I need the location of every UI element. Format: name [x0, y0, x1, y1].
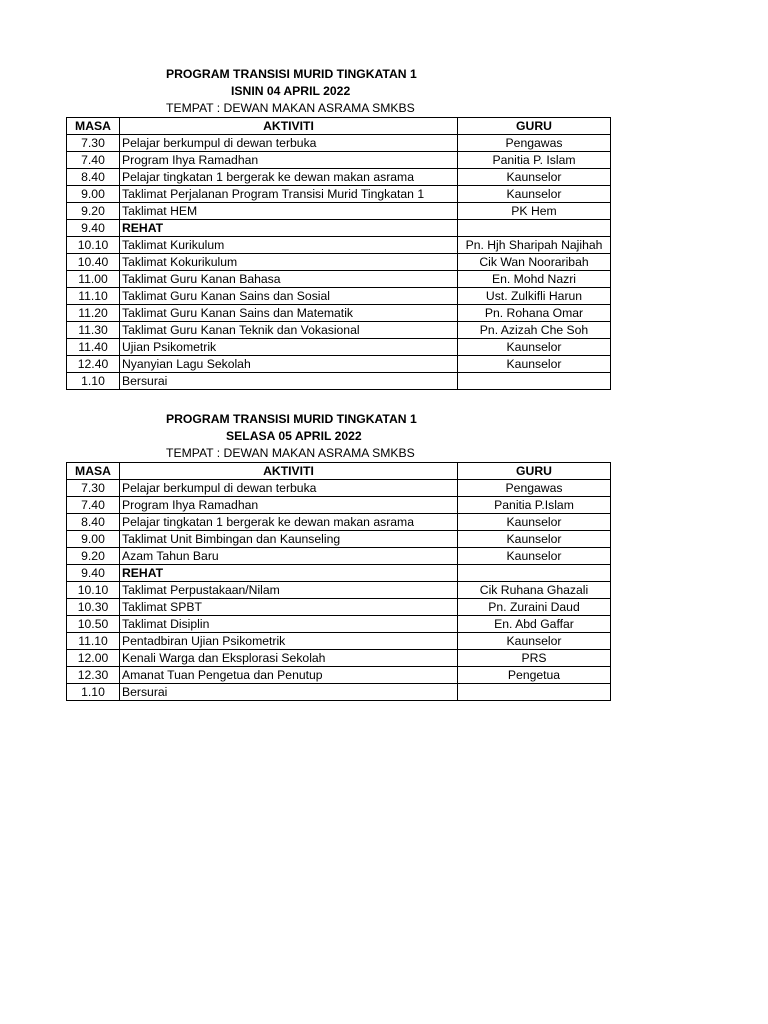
cell-masa: 10.40: [67, 254, 120, 271]
cell-masa: 9.00: [67, 531, 120, 548]
cell-masa: 10.30: [67, 599, 120, 616]
table-row: [67, 271, 611, 288]
cell-guru: Kaunselor: [458, 548, 611, 565]
cell-aktiviti: Taklimat HEM: [120, 203, 458, 220]
section-date-row: [66, 428, 610, 445]
cell-guru: Kaunselor: [458, 356, 611, 373]
cell-masa: 11.40: [67, 339, 120, 356]
cell-guru: Pn. Zuraini Daud: [458, 599, 611, 616]
cell-guru: Pengawas: [458, 480, 611, 497]
cell-guru: [458, 684, 611, 701]
table-row: [67, 480, 611, 497]
cell-guru: Kaunselor: [458, 531, 611, 548]
cell-aktiviti: Nyanyian Lagu Sekolah: [120, 356, 458, 373]
cell-aktiviti: Ujian Psikometrik: [120, 339, 458, 356]
cell-guru: Kaunselor: [458, 633, 611, 650]
table-row: [67, 565, 611, 582]
cell-masa: 11.00: [67, 271, 120, 288]
cell-guru: Pn. Azizah Che Soh: [458, 322, 611, 339]
cell-aktiviti: Kenali Warga dan Eksplorasi Sekolah: [120, 650, 458, 667]
cell-aktiviti: Taklimat Kokurikulum: [120, 254, 458, 271]
table-row: [67, 497, 611, 514]
cell-guru: Kaunselor: [458, 169, 611, 186]
section-title: PROGRAM TRANSISI MURID TINGKATAN 1: [166, 67, 417, 81]
section-venue-row: [66, 445, 610, 462]
section-title-row: [66, 66, 610, 83]
cell-masa: 12.00: [67, 650, 120, 667]
cell-masa: 7.30: [67, 480, 120, 497]
cell-masa: 7.30: [67, 135, 120, 152]
table-row: [67, 169, 611, 186]
cell-masa: 10.10: [67, 237, 120, 254]
schedule-table: [66, 117, 611, 390]
cell-masa: 8.40: [67, 169, 120, 186]
cell-guru: Panitia P. Islam: [458, 152, 611, 169]
header-guru: GURU: [458, 463, 611, 480]
cell-guru: [458, 565, 611, 582]
header-guru: GURU: [458, 118, 611, 135]
cell-masa: 11.30: [67, 322, 120, 339]
section-venue-row: [66, 100, 610, 117]
cell-aktiviti: Pelajar tingkatan 1 bergerak ke dewan makan asrama: [120, 514, 458, 531]
cell-masa: 7.40: [67, 152, 120, 169]
cell-masa: 9.20: [67, 548, 120, 565]
table-row: [67, 548, 611, 565]
table-row: [67, 599, 611, 616]
section-date-row: [66, 83, 610, 100]
cell-aktiviti: Taklimat SPBT: [120, 599, 458, 616]
cell-aktiviti: Bersurai: [120, 684, 458, 701]
schedule-table: [66, 462, 611, 701]
table-row: [67, 220, 611, 237]
table-row: [67, 339, 611, 356]
cell-guru: Cik Ruhana Ghazali: [458, 582, 611, 599]
cell-aktiviti: Taklimat Unit Bimbingan dan Kaunseling: [120, 531, 458, 548]
cell-aktiviti: Taklimat Kurikulum: [120, 237, 458, 254]
cell-aktiviti: REHAT: [120, 565, 458, 582]
cell-guru: Ust. Zulkifli Harun: [458, 288, 611, 305]
cell-aktiviti: Taklimat Guru Kanan Teknik dan Vokasional: [120, 322, 458, 339]
table-row: [67, 322, 611, 339]
cell-aktiviti: Taklimat Guru Kanan Bahasa: [120, 271, 458, 288]
cell-aktiviti: Program Ihya Ramadhan: [120, 497, 458, 514]
cell-masa: 10.10: [67, 582, 120, 599]
cell-aktiviti: Taklimat Perpustakaan/Nilam: [120, 582, 458, 599]
table-row: [67, 514, 611, 531]
table-row: [67, 373, 611, 390]
cell-guru: PK Hem: [458, 203, 611, 220]
cell-guru: Kaunselor: [458, 339, 611, 356]
header-masa: MASA: [67, 118, 120, 135]
table-row: [67, 633, 611, 650]
table-row: [67, 531, 611, 548]
cell-aktiviti: Taklimat Disiplin: [120, 616, 458, 633]
table-row: [67, 186, 611, 203]
cell-masa: 1.10: [67, 373, 120, 390]
cell-masa: 9.40: [67, 565, 120, 582]
cell-masa: 1.10: [67, 684, 120, 701]
cell-aktiviti: Pelajar berkumpul di dewan terbuka: [120, 135, 458, 152]
cell-masa: 11.10: [67, 288, 120, 305]
schedule-section-selasa: [66, 411, 610, 701]
table-row: [67, 356, 611, 373]
header-aktiviti: AKTIVITI: [120, 118, 458, 135]
section-venue: TEMPAT : DEWAN MAKAN ASRAMA SMKBS: [166, 101, 415, 115]
cell-guru: Cik Wan Nooraribah: [458, 254, 611, 271]
section-date: SELASA 05 APRIL 2022: [226, 429, 362, 443]
cell-guru: PRS: [458, 650, 611, 667]
cell-masa: 11.10: [67, 633, 120, 650]
cell-aktiviti: Pentadbiran Ujian Psikometrik: [120, 633, 458, 650]
table-row: [67, 203, 611, 220]
cell-guru: Pn. Rohana Omar: [458, 305, 611, 322]
table-row: [67, 288, 611, 305]
cell-guru: Pn. Hjh Sharipah Najihah: [458, 237, 611, 254]
cell-aktiviti: Pelajar tingkatan 1 bergerak ke dewan makan asrama: [120, 169, 458, 186]
cell-masa: 9.20: [67, 203, 120, 220]
table-row: [67, 582, 611, 599]
cell-aktiviti: Program Ihya Ramadhan: [120, 152, 458, 169]
table-row: [67, 616, 611, 633]
table-header-row: [67, 463, 611, 480]
cell-masa: 8.40: [67, 514, 120, 531]
table-body: [67, 135, 611, 390]
cell-guru: [458, 373, 611, 390]
cell-aktiviti: REHAT: [120, 220, 458, 237]
cell-aktiviti: Pelajar berkumpul di dewan terbuka: [120, 480, 458, 497]
section-title: PROGRAM TRANSISI MURID TINGKATAN 1: [166, 412, 417, 426]
table-row: [67, 684, 611, 701]
section-title-row: [66, 411, 610, 428]
table-row: [67, 254, 611, 271]
table-row: [67, 237, 611, 254]
section-date: ISNIN 04 APRIL 2022: [231, 84, 351, 98]
cell-aktiviti: Taklimat Guru Kanan Sains dan Sosial: [120, 288, 458, 305]
cell-guru: En. Mohd Nazri: [458, 271, 611, 288]
table-body: [67, 480, 611, 701]
table-row: [67, 650, 611, 667]
cell-guru: Kaunselor: [458, 186, 611, 203]
table-row: [67, 135, 611, 152]
cell-masa: 7.40: [67, 497, 120, 514]
cell-guru: Kaunselor: [458, 514, 611, 531]
header-masa: MASA: [67, 463, 120, 480]
schedule-section-isnin: [66, 66, 610, 390]
header-aktiviti: AKTIVITI: [120, 463, 458, 480]
cell-masa: 9.40: [67, 220, 120, 237]
cell-guru: En. Abd Gaffar: [458, 616, 611, 633]
table-row: [67, 152, 611, 169]
cell-aktiviti: Taklimat Guru Kanan Sains dan Matematik: [120, 305, 458, 322]
cell-guru: [458, 220, 611, 237]
cell-masa: 11.20: [67, 305, 120, 322]
cell-masa: 9.00: [67, 186, 120, 203]
cell-guru: Pengawas: [458, 135, 611, 152]
table-row: [67, 305, 611, 322]
table-row: [67, 667, 611, 684]
cell-aktiviti: Azam Tahun Baru: [120, 548, 458, 565]
cell-masa: 12.30: [67, 667, 120, 684]
cell-guru: Panitia P.Islam: [458, 497, 611, 514]
cell-guru: Pengetua: [458, 667, 611, 684]
cell-masa: 10.50: [67, 616, 120, 633]
cell-aktiviti: Taklimat Perjalanan Program Transisi Murid Tingkatan 1: [120, 186, 458, 203]
section-venue: TEMPAT : DEWAN MAKAN ASRAMA SMKBS: [166, 446, 415, 460]
table-header-row: [67, 118, 611, 135]
cell-masa: 12.40: [67, 356, 120, 373]
cell-aktiviti: Amanat Tuan Pengetua dan Penutup: [120, 667, 458, 684]
cell-aktiviti: Bersurai: [120, 373, 458, 390]
